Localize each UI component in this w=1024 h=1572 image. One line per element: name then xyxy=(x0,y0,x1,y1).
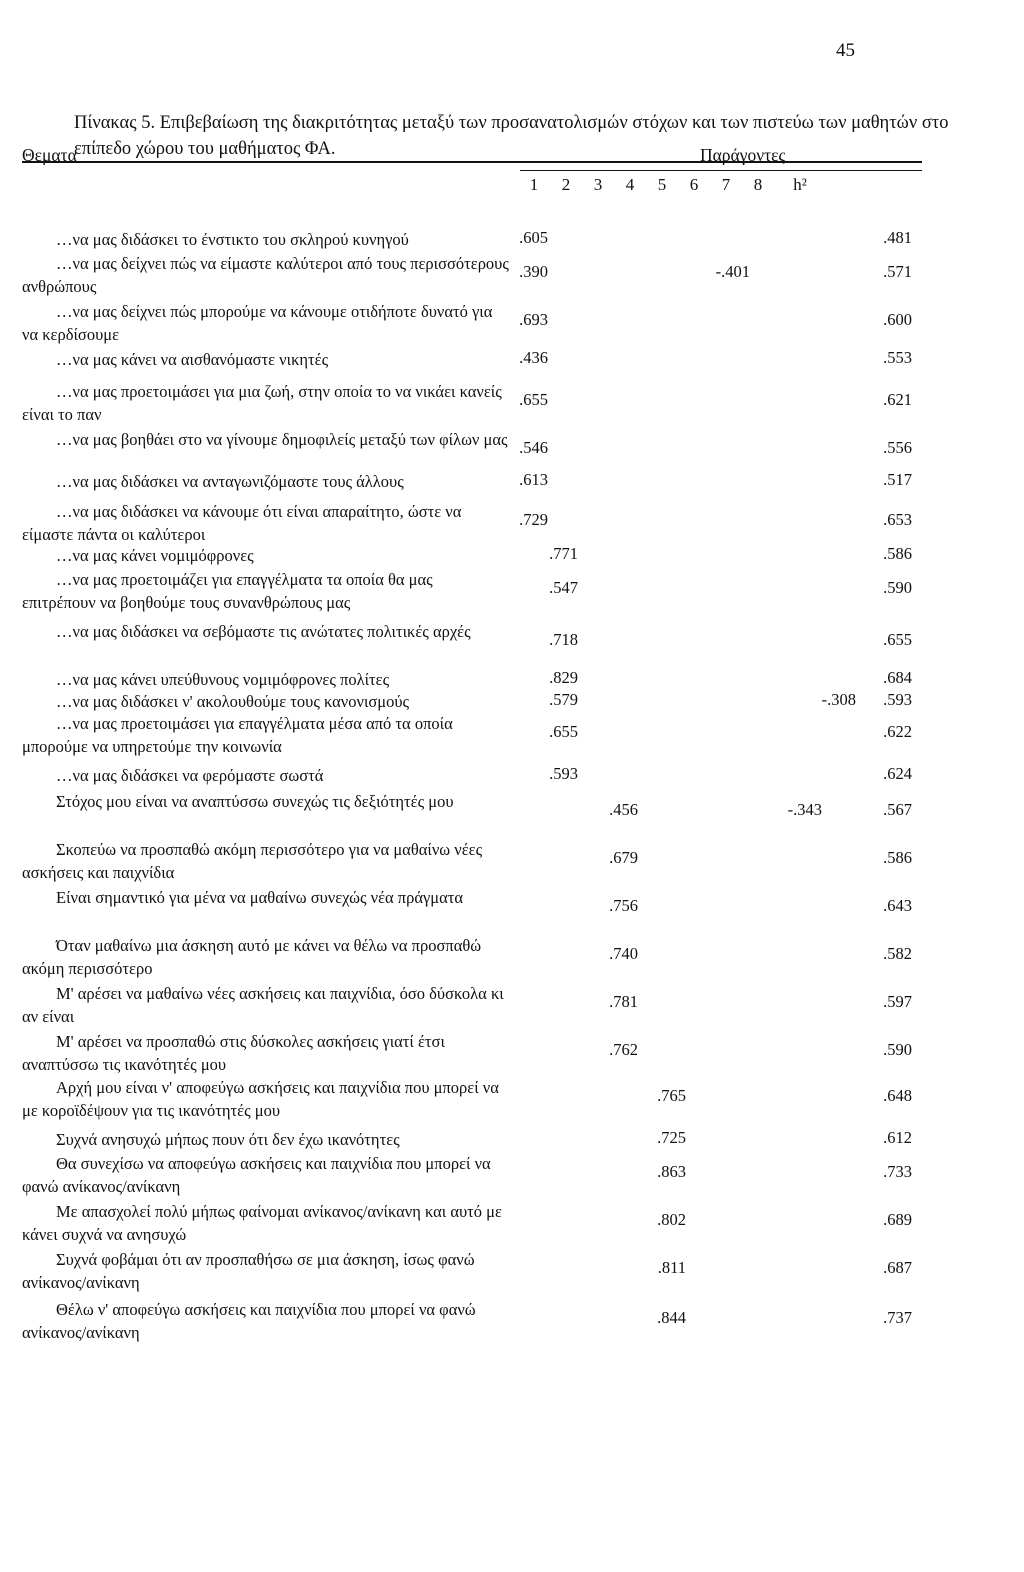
cell-1: .436 xyxy=(519,348,548,367)
column-header-3: 3 xyxy=(593,175,603,194)
cell-h2: .582 xyxy=(883,944,912,963)
row-label: …να μας διδάσκει να κάνουμε ότι είναι απαραίτητο, ώστε να είμαστε πάντα οι καλύτεροι xyxy=(22,502,462,544)
cell-1: .693 xyxy=(519,310,548,329)
cell-3: .756 xyxy=(609,896,638,915)
top-rule xyxy=(22,161,922,163)
caption-text: Επιβεβαίωση της διακριτότητας μεταξύ των προσανατολισμών στόχων και των πιστεύω των μαθητών στο επίπεδο χώρου του μαθήματος ΦΑ. xyxy=(74,113,949,159)
row-label: …να μας διδάσκει να σεβόμαστε τις ανώτατες πολιτικές αρχές xyxy=(56,622,471,641)
row-label: …να μας διδάσκει να φερόμαστε σωστά xyxy=(56,766,324,785)
row-label: Θέλω ν' αποφεύγω ασκήσεις και παιχνίδια που μπορεί να φανώ ανίκανος/ανίκανη xyxy=(22,1300,476,1342)
cell-h2: .687 xyxy=(883,1258,912,1277)
row-label: …να μας διδάσκει ν' ακολουθούμε τους κανονισμούς xyxy=(56,692,410,711)
column-header-2: 2 xyxy=(561,175,571,194)
cell-h2: .586 xyxy=(883,848,912,867)
cell-h2: .567 xyxy=(883,800,912,819)
cell-2: .579 xyxy=(549,690,578,709)
cell-1: .605 xyxy=(519,228,548,247)
cell-1: .729 xyxy=(519,510,548,529)
cell-h2: .684 xyxy=(883,668,912,687)
row-label: …να μας δείχνει πώς μπορούμε να κάνουμε οτιδήποτε δυνατό για να κερδίσουμε xyxy=(22,302,493,344)
cell-h2: .590 xyxy=(883,1040,912,1059)
factors-rule xyxy=(520,170,922,171)
column-header-7: 7 xyxy=(721,175,731,194)
cell-h2: .553 xyxy=(883,348,912,367)
cell-2: .655 xyxy=(549,722,578,741)
page-number: 45 xyxy=(836,40,855,61)
caption-label: Πίνακας 5. xyxy=(74,113,156,133)
cell-7: -.343 xyxy=(787,800,822,819)
column-header-8: 8 xyxy=(753,175,763,194)
row-label: …να μας προετοιμάσει για μια ζωή, στην οποία το να νικάει κανείς είναι το παν xyxy=(22,382,502,424)
cell-1: .390 xyxy=(519,262,548,281)
cell-h2: .481 xyxy=(883,228,912,247)
cell-1: .655 xyxy=(519,390,548,409)
cell-2: .771 xyxy=(549,544,578,563)
header-factors: Παράγοντες xyxy=(700,145,786,165)
header-themes: Θεματα xyxy=(22,145,77,165)
row-label: …να μας βοηθάει στο να γίνουμε δημοφιλείς μεταξύ των φίλων μας xyxy=(56,430,508,449)
cell-h2: .648 xyxy=(883,1086,912,1105)
column-header-6: 6 xyxy=(689,175,699,194)
row-label: …να μας διδάσκει το ένστικτο του σκληρού κυνηγού xyxy=(56,230,409,249)
cell-h2: .600 xyxy=(883,310,912,329)
row-label: …να μας κάνει υπεύθυνους νομιμόφρονες πολίτες xyxy=(56,670,390,689)
cell-h2: .737 xyxy=(883,1308,912,1327)
cell-h2: .655 xyxy=(883,630,912,649)
cell-h2: .643 xyxy=(883,896,912,915)
row-label: …να μας προετοιμάσει για επαγγέλματα μέσα από τα οποία μπορούμε να υπηρετούμε την κοινωνία xyxy=(22,714,453,756)
row-label: Είναι σημαντικό για μένα να μαθαίνω συνεχώς νέα πράγματα xyxy=(56,888,464,907)
cell-4: .802 xyxy=(657,1210,686,1229)
cell-h2: .624 xyxy=(883,764,912,783)
row-label: Όταν μαθαίνω μια άσκηση αυτό με κάνει να θέλω να προσπαθώ ακόμη περισσότερο xyxy=(22,936,482,978)
row-label: Θα συνεχίσω να αποφεύγω ασκήσεις και παιχνίδια που μπορεί να φανώ ανίκανος/ανίκανη xyxy=(22,1154,491,1196)
cell-4: .863 xyxy=(657,1162,686,1181)
row-label: Σκοπεύω να προσπαθώ ακόμη περισσότερο για να μαθαίνω νέες ασκήσεις και παιχνίδια xyxy=(22,840,483,882)
cell-4: .811 xyxy=(657,1258,686,1277)
cell-h2: .593 xyxy=(883,690,912,709)
cell-2: .593 xyxy=(549,764,578,783)
row-label: …να μας κάνει να αισθανόμαστε νικητές xyxy=(56,350,329,369)
cell-1: .613 xyxy=(519,470,548,489)
cell-3: .740 xyxy=(609,944,638,963)
cell-h2: .597 xyxy=(883,992,912,1011)
row-label: Στόχος μου είναι να αναπτύσσω συνεχώς τις δεξιότητές μου xyxy=(56,792,454,811)
cell-2: .547 xyxy=(549,578,578,597)
row-label: …να μας διδάσκει να ανταγωνιζόμαστε τους άλλους xyxy=(56,472,404,491)
cell-h2: .612 xyxy=(883,1128,912,1147)
cell-h2: .733 xyxy=(883,1162,912,1181)
row-label: Μ' αρέσει να προσπαθώ στις δύσκολες ασκήσεις γιατί έτσι αναπτύσσω τις ικανότητές μου xyxy=(22,1032,445,1074)
row-label: Μ' αρέσει να μαθαίνω νέες ασκήσεις και παιχνίδια, όσο δύσκολα κι αν είναι xyxy=(22,984,504,1026)
cell-h2: .622 xyxy=(883,722,912,741)
cell-h2: .586 xyxy=(883,544,912,563)
row-label: …να μας προετοιμάζει για επαγγέλματα τα οποία θα μας επιτρέπουν να βοηθούμε τους συνανθρώπους μας xyxy=(22,570,433,612)
cell-8: -.308 xyxy=(821,690,856,709)
row-label: …να μας κάνει νομιμόφρονες xyxy=(56,546,254,565)
table-caption xyxy=(74,110,954,162)
cell-1: .546 xyxy=(519,438,548,457)
cell-h2: .517 xyxy=(883,470,912,489)
column-header-1: 1 xyxy=(529,175,539,194)
row-label: Συχνά ανησυχώ μήπως πουν ότι δεν έχω ικανότητες xyxy=(56,1130,400,1149)
cell-3: .679 xyxy=(609,848,638,867)
cell-h2: .621 xyxy=(883,390,912,409)
row-label: Συχνά φοβάμαι ότι αν προσπαθήσω σε μια άσκηση, ίσως φανώ ανίκανος/ανίκανη xyxy=(22,1250,475,1292)
cell-3: .762 xyxy=(609,1040,638,1059)
cell-h2: .689 xyxy=(883,1210,912,1229)
cell-h2: .653 xyxy=(883,510,912,529)
row-label: Με απασχολεί πολύ μήπως φαίνομαι ανίκανος/ανίκανη και αυτό με κάνει συχνά να ανησυχώ xyxy=(22,1202,502,1244)
cell-h2: .571 xyxy=(883,262,912,281)
cell-2: .829 xyxy=(549,668,578,687)
cell-3: .456 xyxy=(609,800,638,819)
cell-4: .844 xyxy=(657,1308,686,1327)
cell-h2: .556 xyxy=(883,438,912,457)
row-label: …να μας δείχνει πώς να είμαστε καλύτεροι από τους περισσότερους ανθρώπους xyxy=(22,254,509,296)
cell-3: .781 xyxy=(609,992,638,1011)
cell-6: -.401 xyxy=(715,262,750,281)
column-header-h2: h² xyxy=(793,175,807,194)
cell-4: .765 xyxy=(657,1086,686,1105)
cell-4: .725 xyxy=(657,1128,686,1147)
row-label: Αρχή μου είναι ν' αποφεύγω ασκήσεις και παιχνίδια που μπορεί να με κοροϊδέψουν για τις ικανότητές μου xyxy=(22,1078,499,1120)
column-header-4: 4 xyxy=(625,175,635,194)
column-header-5: 5 xyxy=(657,175,667,194)
cell-h2: .590 xyxy=(883,578,912,597)
cell-2: .718 xyxy=(549,630,578,649)
